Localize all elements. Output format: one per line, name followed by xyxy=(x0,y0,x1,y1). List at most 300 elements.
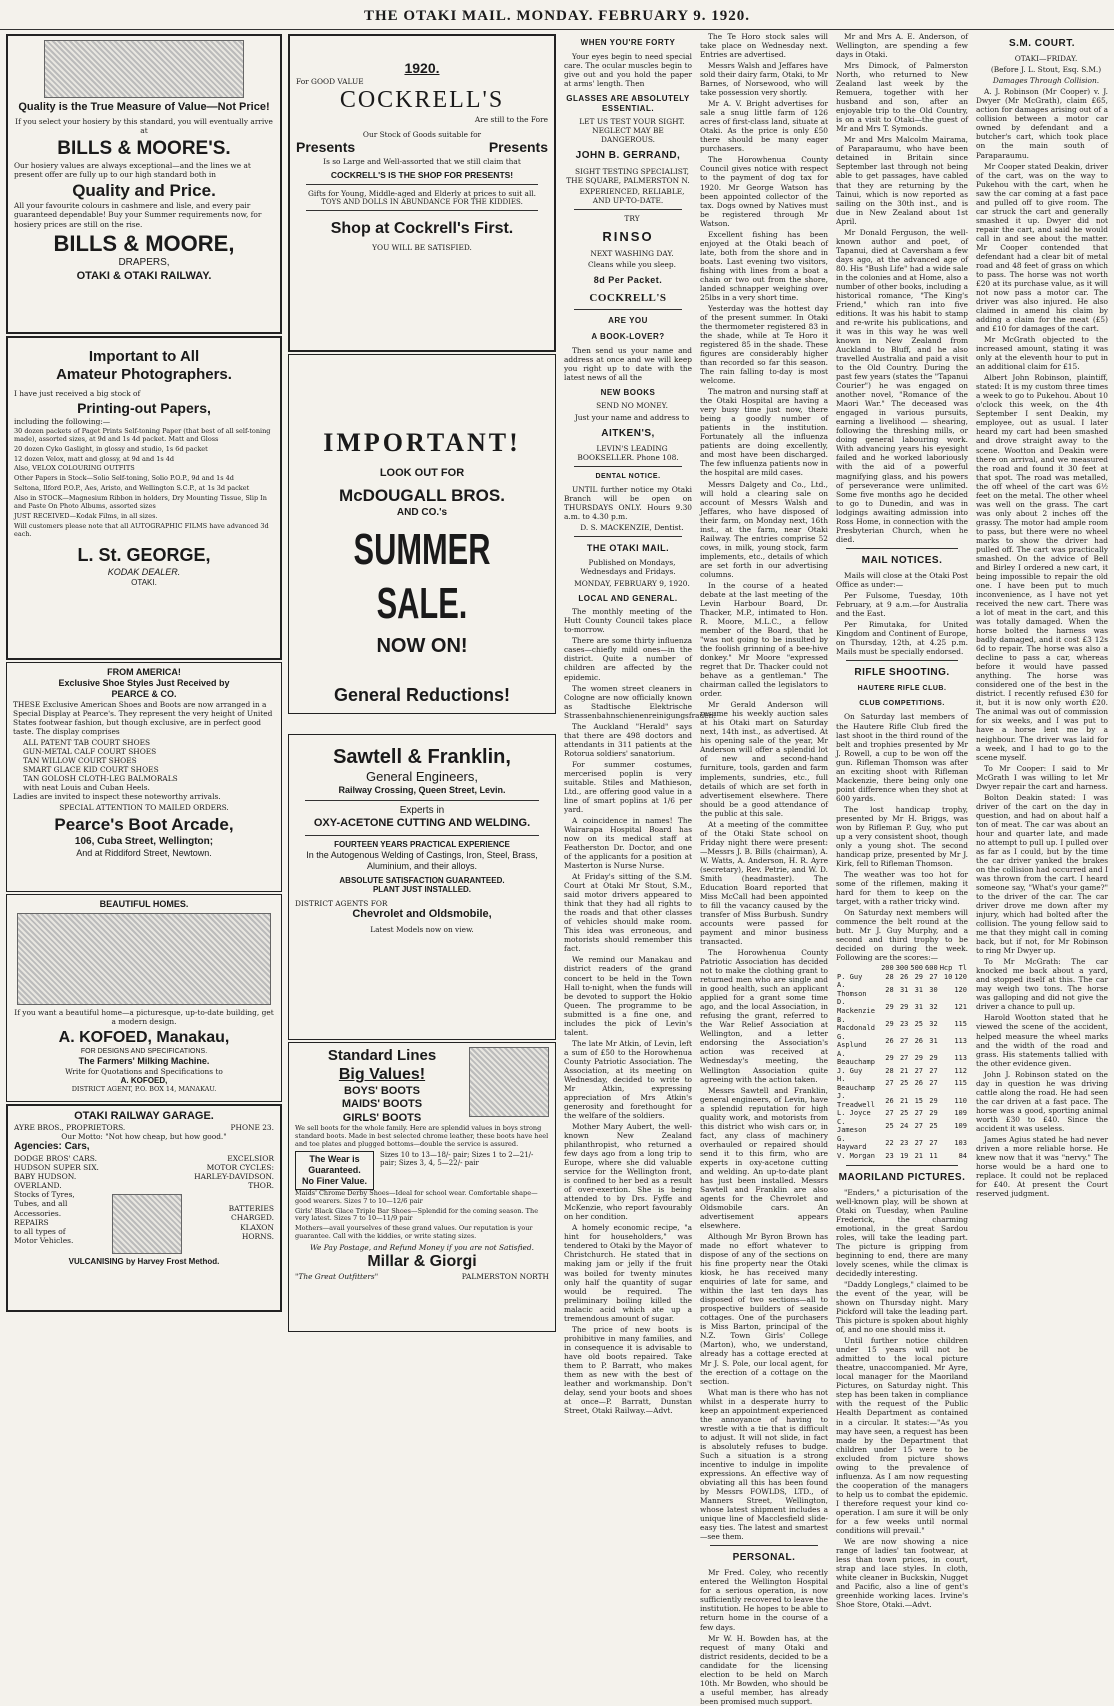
important-heading: IMPORTANT! xyxy=(323,428,521,457)
photo-heading-1: Important to All xyxy=(88,348,200,365)
cockrell-fore: Are still to the Fore xyxy=(474,115,548,125)
wear-box xyxy=(295,1151,374,1190)
score-cell: 110 xyxy=(954,1096,967,1105)
score-cell xyxy=(939,1135,954,1152)
quality-price: Quality and Price. xyxy=(72,180,216,200)
paragraph: The monthly meeting of the Hutt County Council takes place to-morrow. xyxy=(564,607,692,635)
score-cell: A. Beauchamp xyxy=(837,1049,875,1067)
sawtell-eng: General Engineers, xyxy=(365,769,478,785)
divider xyxy=(574,309,682,310)
look-out-for: LOOK OUT FOR xyxy=(379,466,465,479)
millar-top xyxy=(295,1047,549,1125)
score-cell xyxy=(939,1092,954,1109)
general-reductions: General Reductions! xyxy=(333,684,511,705)
local-general: LOCAL AND GENERAL. xyxy=(578,593,678,603)
millar-body: We sell boots for the whole family. Here are splendid values in boys strong standard boots. Made in best selected chrome leather, these boots have heel and toe plates and plugged bottoms—double the service is assured. xyxy=(295,1124,549,1148)
score-row xyxy=(836,981,968,998)
photo-line: Also in STOCK—Magnesium Ribbon in holders, Dry Mounting Tissue, Slip In and Paste On Photo Albums, assorted sizes xyxy=(14,494,267,511)
paragraph: The Auckland "Herald" says that there are 498 doctors and attendants in 311 patients at the Rotorua soldiers' sanatorium. xyxy=(564,721,692,758)
score-cell: 109 xyxy=(954,1122,967,1131)
paragraph: There are some thirty influenza cases—chiefly mild ones—in the district. Quite a number of children are affected by the epidemic. xyxy=(564,636,692,682)
paragraph: The lost handicap trophy, presented by Mr H. Briggs, was won by Rifleman P. Guy, who put up a very consistent shoot, though only a young shot. The second handicap prize, presented by Mr J. Kirk, fell to Rifleman Thomson. xyxy=(836,804,968,868)
pearce-list xyxy=(13,738,275,792)
score-cell: 31 xyxy=(914,985,924,994)
paragraph: Messrs Dalgety and Co., Ltd., will hold a clearing sale on account of Messrs Walsh and Jeffares, who have disposed of their farm, on Monday next, 16th inst., at the farm, near Otaki Railway. The entries comprise 52 cows, in milk, young stock, farm implements, etc., details of which are set forth in our advertising columns. xyxy=(700,479,828,579)
score-cell: 21 xyxy=(899,1066,909,1075)
score-cell: 27 xyxy=(929,1066,938,1075)
column-4 xyxy=(698,32,830,1706)
rifle-club: HAUTERE RIFLE CLUB. xyxy=(857,685,947,693)
score-row xyxy=(836,1092,968,1109)
paragraph: On Saturday next members will commence the belt round at the butt. Mr J. Guy Murphy, and a second and third trophy to be decided on during the week. Following are the scores:— xyxy=(836,908,968,963)
mcdougall-ad xyxy=(288,354,556,714)
millar-ad xyxy=(288,1042,556,1332)
pearce-item: GUN-METAL CALF COURT SHOES xyxy=(23,747,157,757)
forty-body: Your eyes begin to need special care. The ocular muscles begin to give out and you hold the paper at arms' length. Then xyxy=(564,51,692,88)
score-cell: 112 xyxy=(954,1066,967,1075)
score-cell xyxy=(939,998,954,1015)
score-cell: 25 xyxy=(899,1109,909,1118)
score-cell: 120 xyxy=(954,985,967,994)
score-cell xyxy=(939,1109,954,1118)
sawtell-oxy: OXY-ACETONE CUTTING AND WELDING. xyxy=(313,817,531,830)
garage-right-item: HORNS. xyxy=(241,1231,274,1241)
paragraph: The Horowhenua County Patriotic Association has decided not to make the clothing grant to returned men who are single and in good health, such an applicant applied for a grant some time ago, and the local Association, in refusing the grant, referred to the War Relief Association at Wellington, and a letter endorsing the Association's action was received at Wednesday's meeting, the Wellington Association quite agreeing with the action taken. xyxy=(700,948,828,1084)
score-table xyxy=(836,964,968,1160)
score-cell: 113 xyxy=(954,1036,967,1045)
paragraph: The women street cleaners in Cologne are now officially known as Stadtische Elektrische Strassenbahnschienenreinigungsfrauen! xyxy=(564,683,717,720)
kodak-dealer: KODAK DEALER. xyxy=(107,566,181,577)
column-3 xyxy=(562,32,717,1415)
score-cell: 27 xyxy=(899,1036,909,1045)
score-cell: 109 xyxy=(954,1109,967,1118)
score-header-cell: 200 xyxy=(881,964,894,973)
cockrell-gifts: Gifts for Young, Middle-aged and Elderly at prices to suit all. xyxy=(307,188,537,198)
st-george-town: OTAKI. xyxy=(131,577,157,587)
garage-right-item: CHARGED. xyxy=(231,1213,274,1223)
score-cell: 24 xyxy=(899,1122,909,1131)
divider xyxy=(305,835,539,836)
photo-heading-2: Amateur Photographers. xyxy=(56,366,232,384)
paper-title: THE OTAKI MAIL. xyxy=(586,543,670,554)
score-cell: 21 xyxy=(899,1096,909,1105)
sawtell-in: In the Autogenous Welding of Castings, Iron, Steel, Brass, Aluminium, and their alloys. xyxy=(306,849,538,871)
score-cell: 26 xyxy=(885,1036,894,1045)
damages-heading: Damages Through Collision. xyxy=(992,76,1100,86)
garage-left-item: REPAIRS xyxy=(14,1217,49,1227)
score-cell: 25 xyxy=(914,1019,924,1028)
score-row xyxy=(836,1118,968,1135)
dental-heading: DENTAL NOTICE. xyxy=(595,472,661,480)
kofoed-name: A. KOFOED, Manakau, xyxy=(58,1029,230,1047)
score-cell: 31 xyxy=(899,985,909,994)
garage-right-item: KLAXON xyxy=(240,1222,274,1232)
cockrell-toys: TOYS AND DOLLS IN ABUNDANCE FOR THE KIDDIES. xyxy=(321,197,523,206)
rinso: RINSO xyxy=(602,228,654,244)
pearce-h2: Exclusive Shoe Styles Just Received by xyxy=(58,677,230,688)
millar-headings xyxy=(295,1047,469,1125)
paragraph: Mr McGrath objected to the increased amount, stating it was only at the eleventh hour to put in an additional claim for £15. xyxy=(976,335,1108,372)
score-row xyxy=(836,1135,968,1152)
photo-line: Will customers please note that all AUTOGRAPHIC FILMS have advanced 3d each. xyxy=(14,521,269,538)
score-header-cell: 300 xyxy=(895,964,909,973)
millar-sizes: Sizes 10 to 13—18/- pair; Sizes 1 to 2—21/- pair; Sizes 3, 4, 5—22/- pair xyxy=(380,1150,534,1168)
boot-illustration xyxy=(469,1047,549,1117)
paragraph: A. J. Robinson (Mr Cooper) v. J. Dwyer (Mr McGrath), claim £65, action for damages arising out of a collision between a motor car owned by defendant and a butcher's cart, which took place on the main south of Paraparaumu. xyxy=(976,87,1108,160)
sawtell-plant: PLANT JUST INSTALLED. xyxy=(372,885,472,895)
paragraph: Excellent fishing has been enjoyed at the Otaki beach of late, both from the shore and in boats. Last evening two visitors, fishing with lines from a boat a chain or two out from the shore, landed schnapper weighing over 25lbs in a very short time. xyxy=(700,229,828,302)
score-cell: A. Thomson xyxy=(837,981,867,998)
boys-boots: BOYS' BOOTS xyxy=(344,1084,420,1097)
pearce-item: with neat Louis and Cuban Heels. xyxy=(23,783,150,793)
mail-notices-heading: MAIL NOTICES. xyxy=(861,554,943,566)
photo-line: Also, VELOX COLOURING OUTFITS xyxy=(14,464,135,473)
millar-guarantee xyxy=(295,1151,549,1190)
divider xyxy=(305,800,539,801)
dental-body: UNTIL further notice my Otaki Branch will be open on THURSDAYS ONLY. Hours 9.30 a.m. to 4.30 p.m. xyxy=(564,485,692,522)
score-header-cell: 500 xyxy=(910,964,924,973)
cockrell-first: Shop at Cockrell's First. xyxy=(330,220,514,238)
cockrell-name: COCKRELL'S xyxy=(339,87,505,114)
column-6 xyxy=(974,32,1110,1344)
st-george-name: L. St. GEORGE, xyxy=(77,544,211,565)
divider xyxy=(574,466,682,467)
garage-agencies: Agencies: Cars, xyxy=(14,1141,90,1153)
sawtell-name: Sawtell & Franklin, xyxy=(333,746,511,768)
aitken-sub: LEVIN'S LEADING BOOKSELLER. Phone 108. xyxy=(577,443,679,462)
paragraph: A coincidence in names! The Wairarapa Hospital Board has now on its medical staff at Featherston Dr. Doctor, and one of the applicants for a position at Masterton is Nurse Nurse. xyxy=(564,815,692,871)
score-cell: 25 xyxy=(885,1122,894,1131)
score-cell: 22 xyxy=(885,1139,894,1148)
score-cell: 29 xyxy=(929,1109,938,1118)
paragraph: For summer costumes, mercerised poplin is very suitable. Stiles and Mathieson, Ltd., are offering good value in a line of smart poplins at 1/6 per yard. xyxy=(564,759,692,814)
kofoed-machine: The Farmers' Milking Machine. xyxy=(78,1056,210,1067)
paragraph: Mr A. V. Bright advertises for sale a snug little farm of 126 acres of first-class land, situate at Otaki. As the price is only £50 there should be many eager purchasers. xyxy=(700,99,828,154)
score-cell: V. Morgan xyxy=(837,1152,875,1160)
score-cell: 26 xyxy=(885,1096,894,1105)
score-cell: 19 xyxy=(899,1152,909,1160)
paragraph: On Saturday last members of the Hautere Rifle Club fired the last shoot in the third round of the belt and trophies presented by Mr J. Rowell, a cup to be won off the gun. Rifleman Thomson was after an exciting shoot with Rifleman Mackenzie, there being only one point difference when they shot at 600 yards. xyxy=(836,712,968,803)
garage-right-item: MOTOR CYCLES: xyxy=(206,1162,274,1172)
issue-date: MONDAY, FEBRUARY 9, 1920. xyxy=(574,578,690,588)
score-cell: 120 xyxy=(954,972,967,981)
gerrand-name: JOHN B. GERRAND, xyxy=(575,150,681,162)
cleans: Cleans while you sleep. xyxy=(588,259,676,269)
dentist: D. S. MACKENZIE, Dentist. xyxy=(580,523,684,533)
garage-left-item: OVERLAND. xyxy=(14,1181,62,1191)
pearce-name: Pearce's Boot Arcade, xyxy=(54,815,234,835)
score-cell: 25 xyxy=(929,1122,938,1131)
paragraph: The matron and nursing staff at the Otaki Hospital are having a very busy time just now, there being a goodly number of patients in the institution. Fortunately all the influenza patients are doing excellently, and most have been discharged. The few influenza patients now in the hospital are mild cases. xyxy=(700,387,828,478)
score-cell: 27 xyxy=(929,1139,938,1148)
paragraph: "Enders," a picturisation of the well-known play, will be shown at Otaki on Tuesday, when Pauline Frederick, the charming emotional, in the great Sardou roles, will take the leading part. The picture is gripping from beginning to end, there are many lovely scenes, while the climax is decidedly interesting. xyxy=(836,1187,968,1278)
summer-sale: SUMMER SALE. xyxy=(353,525,491,628)
paragraph: Mr W. H. Bowden has, at the request of many Otaki and district residents, decided to be a candidate for the licensing election to be held on March 10th. Mr Bowden, who should be a useful member, has already been promised much support. xyxy=(700,1633,828,1706)
paragraph: Messrs Sawtell and Franklin, general engineers, of Levin, have a splendid reputation for high quality work, and motorists from this district who wish cars or, in fact, any class of machinery overhauled or repaired should send it to this firm, who are experts in oxy-acetone cutting and welding. An up-to-date plant has just been installed. Messrs Sawtell and Franklin are also agents for the Chevrolet and Oldsmobile cars. An advertisement appears elsewhere. xyxy=(700,1085,828,1231)
score-cell: 23 xyxy=(899,1019,909,1028)
score-cell: 28 xyxy=(885,985,894,994)
photo-intro: I have just received a big stock of xyxy=(14,388,141,398)
photo-line: Other Papers in Stock—Solio Self-toning, Solio P.O.P., 9d and 1s 4d xyxy=(14,474,234,483)
score-cell: C. Jameson xyxy=(837,1117,867,1135)
are-you: ARE YOU xyxy=(608,316,648,326)
garage-lists xyxy=(14,1154,274,1254)
now-on: NOW ON! xyxy=(376,635,468,658)
pearce-h3: PEARCE & CO. xyxy=(111,688,177,699)
rinso-cockrells: COCKRELL'S xyxy=(589,291,667,304)
garage-prop: AYRE BROS., PROPRIETORS. xyxy=(14,1123,126,1133)
book-lover: A BOOK-LOVER? xyxy=(591,331,665,341)
mcdougall-name: McDOUGALL BROS. xyxy=(339,486,505,506)
score-cell: 84 xyxy=(958,1152,967,1160)
garage-heading: OTAKI RAILWAY GARAGE. xyxy=(74,1110,214,1122)
pearce-addr1: 106, Cuba Street, Wellington; xyxy=(74,836,214,848)
paragraph: Mr Cooper stated Deakin, driver of the cart, was on the way to Pukehou with the cart, when he saw the car coming at a fast pace and pulled off to give room. The car struck the cart and generally smashed it up. Dwyer did not repair the cart, and said he would call in and see about the matter. Mr Cooper contended that defendant had a clear bit of metal road and 48 feet of grass on which to pass. The horse was not worth £20 at its purchase value, as it will not now pass a motor car. The driver was also injured. He also claimed in amend his claim by adding a claim for the meat (£5) and £10 for damages of the cart. xyxy=(976,161,1108,334)
score-body xyxy=(836,973,968,1161)
score-cell: 115 xyxy=(954,1079,967,1088)
bills-address: OTAKI & OTAKI RAILWAY. xyxy=(76,269,212,282)
pearce-addr2: And at Riddiford Street, Newtown. xyxy=(76,848,212,859)
garage-motto: Our Motto: "Not how cheap, but how good." xyxy=(61,1132,227,1142)
paragraph: We are now showing a nice range of ladies' tan footwear, at less than town prices, in court, strap and lace styles. In cloth, white cleaner in Buckskin, Nugget and Pacific, also a line of gent's greenhide working laces. Irvine's Shoe Store, Otaki.—Advt. xyxy=(836,1536,968,1610)
paragraph: Mr and Mrs A. E. Anderson, of Wellington, are spending a few days in Otaki. xyxy=(836,32,968,60)
score-cell: G. Asplund xyxy=(837,1032,867,1050)
gerrand-exp: EXPERIENCED, RELIABLE, AND UP-TO-DATE. xyxy=(579,186,685,205)
score-row xyxy=(836,1109,968,1118)
photo-heading-3: Printing-out Papers, xyxy=(77,399,211,416)
score-cell: 27 xyxy=(885,1109,894,1118)
score-cell: 31 xyxy=(929,1036,938,1045)
garage-left-item: DODGE BROS' CARS. xyxy=(14,1153,97,1163)
garage-left-item: BABY HUDSON. xyxy=(14,1171,77,1181)
paragraph: John J. Robinson stated on the day in question he was driving cattle along the road. He had seen the car driven at a fast pace. The horse was a good, sporting animal worth £30 to £40. Since the accident it was useless. xyxy=(976,1069,1108,1133)
cockrell-large: Is so Large and Well-assorted that we still claim that xyxy=(323,156,521,166)
score-cell: 29 xyxy=(914,972,924,981)
garage-vulc: VULCANISING by Harvey Frost Method. xyxy=(68,1256,220,1266)
photo-line: 20 dozen Cyko Gaslight, in glossy and studio, 1s 6d packet xyxy=(14,444,208,453)
pearce-special: SPECIAL ATTENTION TO MAILED ORDERS. xyxy=(59,803,229,813)
paragraph: A homely economic recipe, "a hint for householders," was tendered to Otaki by the Mayor of Christchurch. He stated that in making jam or jelly if the fruit was boiled for twenty minutes only half the quantity of sugar would be required. The preliminary boiling killed the malacic acid which ate up a tremendous amount of sugar. xyxy=(564,1223,692,1323)
score-cell: 27 xyxy=(929,972,938,981)
score-row xyxy=(836,1152,968,1161)
divider xyxy=(846,1165,958,1166)
score-cell: 115 xyxy=(954,1019,967,1028)
score-cell: 29 xyxy=(929,1053,938,1062)
bills-body-2: All your favourite colours in cashmere and lisle, and every pair guaranteed dependable! Buy your Summer requirements now, for hosiery prices are still on the rise. xyxy=(14,201,262,229)
cockrell-satisfied: YOU WILL BE SATISFIED. xyxy=(372,242,472,252)
millar-name: Millar & Giorgi xyxy=(367,1253,477,1271)
paragraph: Messrs Walsh and Jeffares have sold their dairy farm, Otaki, to Mr Barnes, of Norsewood, who will take possession very shortly. xyxy=(700,61,828,98)
score-header-cell xyxy=(836,964,880,973)
score-cell: 27 xyxy=(914,1139,924,1148)
score-cell: 27 xyxy=(899,1053,909,1062)
before-stout: (Before J. L. Stout, Esq. S.M.) xyxy=(990,65,1102,75)
paragraph: At a meeting of the committee of the Otaki State school on Friday night there were present:—Messrs J. B. Bills (chairman), A. W. Watts, A. Anderson, H. R. Ayre (secretary), Rev. Petrie, and W. D. Smith (headmaster). The Education Board reported that Miss McCall had been appointed to fill the vacancy caused by the transfer of Miss Burbush. Sundry accounts were passed for payment and minor business transacted. xyxy=(700,819,828,947)
score-cell: 26 xyxy=(914,1036,924,1045)
stockings-illustration xyxy=(44,40,244,98)
sawtell-abs: ABSOLUTE SATISFACTION GUARANTEED. xyxy=(339,875,505,885)
garage-left-item: to all types of xyxy=(14,1226,66,1236)
score-cell: 31 xyxy=(914,1002,924,1011)
score-cell: 23 xyxy=(899,1139,909,1148)
divider xyxy=(846,548,958,549)
paragraph: In the course of a heated debate at the last meeting of the Levin Harbour Board, Dr. Thacker, M.P., intimated to Hon. R. Moore, M.L.C., a fellow member of the Board, that he "was not going to be insulted by the foolish grinning of a bee-hive donkey." Mr Moore "expressed regret that Dr. Thacker could not behave as a gentleman." The chairman called the legislators to order. xyxy=(700,580,828,699)
paragraph: The weather was too hot for some of the riflemen, making it hard for them to keep on the target, with a rather tricky wind. xyxy=(836,870,968,907)
paragraph: The Horowhenua County Council gives notice with respect to the payment of dog tax for 1920. Mr George Watson has been appointed collector of the tax. Dogs owned by Natives must be registered through Mr Watson. xyxy=(700,155,828,228)
sawtell-ad xyxy=(288,734,556,1040)
just-name: Just your name and address to xyxy=(574,412,690,422)
cockrell-good: For GOOD VALUE xyxy=(296,77,364,87)
bills-body: Our hosiery values are always exceptional—and the lines we at present offer are fully up to our high standard both in xyxy=(14,160,251,179)
sawtell-latest: Latest Models now on view. xyxy=(370,925,474,935)
score-cell: 29 xyxy=(914,1053,924,1062)
presents-right: Presents xyxy=(488,139,548,156)
score-cell: 30 xyxy=(929,985,938,994)
millar-girls: Girls' Black Glace Triple Bar Shoes—Splendid for the coming season. The very latest. Sizes 7 to 10—11/9 pair xyxy=(295,1206,539,1223)
paragraph: Mother Mary Aubert, the well-known New Zealand philanthropist, who returned a few days ago from a long trip to Europe, where she did valuable service for the Wellington front, is confined to her bed as a result of over-exertion. She is being attended to by Drs. Fyffe and McKenzie, who report favourably on her condition. xyxy=(564,1122,692,1222)
garage-ad xyxy=(6,1104,282,1312)
photography-ad xyxy=(6,336,282,660)
standard-lines: Standard Lines xyxy=(327,1047,437,1064)
girls-boots: GIRLS' BOOTS xyxy=(342,1111,422,1124)
score-row xyxy=(836,1075,968,1092)
paragraph: The price of new boots is prohibitive in many families, and in consequence it is advisable to have old boots repaired. Take them to P. Barratt, who makes them as new with the best of leather and workmanship. Don't delay, send your boots and shoes at once—P. Barratt, Dunstan Street, Otaki Railway.—Advt. xyxy=(564,1324,692,1415)
divider xyxy=(846,660,958,661)
score-cell xyxy=(939,1118,954,1135)
millar-mothers: Mothers—avail yourselves of these grand values. Our reputation is your guarantee. Call with the kiddies, or write stating sizes. xyxy=(295,1224,533,1241)
book-body: Then send us your name and address at once and we will keep you right up to date with the latest news of all the xyxy=(564,345,692,382)
paragraph: Mr Fred. Coley, who recently entered the Wellington Hospital for a serious operation, is now sufficiently recovered to leave the institution. He hopes to be able to return home in the course of a few days. xyxy=(700,1568,828,1632)
paragraph: We remind our Manakau and district readers of the grand concert to be held in the Town Hall to-night, when the funds will be devoted to support the Hokio Queen. The programme to be submitted is a fine one, and includes the pick of Levin's talent. xyxy=(564,955,692,1037)
pearce-ladies: Ladies are invited to inspect these noteworthy arrivals. xyxy=(13,792,221,802)
millar-foot xyxy=(295,1272,549,1281)
column-5 xyxy=(834,32,970,1610)
garage-left-item: Tubes, and all xyxy=(14,1199,68,1209)
mcdougall-co: AND CO.'s xyxy=(396,506,448,518)
garage-right-item: THOR. xyxy=(248,1181,274,1191)
photo-line: 30 dozen packets of Paget Prints Self-toning Paper (that best of all self-toning made), assorted sizes, at 9d and 1s 4d packet. Matt and Gloss xyxy=(14,426,271,443)
score-cell: H. Beauchamp xyxy=(837,1075,875,1092)
score-cell: 26 xyxy=(914,1079,924,1088)
photo-line: Seltona, Ilford P.O.P., Aes, Aristo, and Wellington S.C.P., at 1s 3d packet xyxy=(14,484,250,493)
paragraph: Mr Donald Ferguson, the well-known author and poet, of Tapanui, died at Caversham a few days ago, at the advanced age of 80. His "Bush Life" had a wide sale in the colonies and at Home, also a number of other books, including a historical romance, "The King's Friend," which ran into five editions. It was his habit to stamp and re-write his publications, and it was in this way he was well known in New Zealand from Auckland to Bluff, and he also travelled Australia and paid a visit to the Old Country. During the past few years (states the "Tapanui Courier") he was engaged on another novel, "Romance of the Maori War." The deceased was engaged in various pursuits, earning a livelihood — shearing, following the threshing mills, or doing general labouring work. With advancing years his eyesight failed and he worked laboriously with the aid of a powerful magnifying glass, and his powers of perseverance were unlimited. Some five months ago he decided to go to Dunedin, and was in lodgings awaiting admission into Ross Home, in connection with the Presbyterian Church, when he died. xyxy=(836,227,968,544)
pearce-item: SMART GLACE KID COURT SHOES xyxy=(23,765,159,775)
score-row xyxy=(836,1067,968,1076)
paragraph: Harold Wootton stated that he viewed the scene of the accident, helped measure the wheel marks and the width of the road and grass. His statements tallied with the other evidence given. xyxy=(976,1013,1108,1068)
photo-line: 12 dozen Velox, matt and glossy, at 9d and 1s 4d xyxy=(14,454,175,463)
column-2 xyxy=(288,32,556,1344)
score-cell: G. Hayward xyxy=(837,1134,867,1152)
divider xyxy=(306,210,538,211)
score-cell: 27 xyxy=(929,1079,938,1088)
kofoed-ad xyxy=(6,894,282,1102)
published: Published on Mondays, Wednesdays and Fridays. xyxy=(580,558,676,577)
paragraph: Until further notice children under 15 years will not be admitted to the local picture theatre, unaccompanied. Mr Ayre, local manager for the Maoriland Pictures, on Saturday night. This step has been taken in compliance with the request of the Public Health Department as contained in a circular. It states:—"As you may have seen, a request has been made by the Department that children under 15 were to be excluded from picture shows owing to the prevalence of influenza. As I am now requesting the cooperation of the managers to help us to combat the epidemic. I therefore request your kind co-operation. I am sure it will be only for a few weeks until normal conditions will prevail." xyxy=(836,1336,968,1535)
kofoed-write: Write for Quotations and Specifications to xyxy=(65,1067,223,1077)
score-header-cell: Tl xyxy=(958,964,967,973)
score-cell xyxy=(939,981,954,998)
masthead: THE OTAKI MAIL. MONDAY. FEBRUARY 9. 1920. xyxy=(0,0,1114,30)
wear-2: Guaranteed. xyxy=(308,1164,361,1175)
paragraph: Mrs Dimock, of Palmerston North, who returned to New Zealand last week by the Remuera, together with her husband and son, after an enjoyable trip to the Old Country, is on a visit to Otaki—the guest of Mr and Mrs T. Symonds. xyxy=(836,61,968,134)
pearce-item: TAN WILLOW COURT SHOES xyxy=(23,756,137,766)
divider xyxy=(710,1545,818,1546)
bills-moore-ad xyxy=(6,34,282,334)
sawtell-addr: Railway Crossing, Queen Street, Levin. xyxy=(338,785,506,796)
score-cell: 11 xyxy=(929,1152,938,1160)
next-washing: NEXT WASHING DAY. xyxy=(590,248,674,258)
score-cell xyxy=(939,1075,954,1092)
pearce-ad xyxy=(6,662,282,892)
bills-drapers: DRAPERS, xyxy=(118,257,170,269)
kofoed-sub: FOR DESIGNS AND SPECIFICATIONS. xyxy=(80,1047,208,1055)
paragraph: The Te Horo stock sales will take place on Wednesday next. Entries are advertised. xyxy=(700,32,828,60)
paragraph: Although Mr Byron Brown has made no effort whatever to dispose of any of the sections on his fine property near the Otaki kiosk, he has received many enquiries of late for same, and within the last ten days has disposed of two sections—all to prospective builders of seaside cottages. One of the purchasers is Miss Barton, principal of the N.Z. Town Girls' College (Marton), who, we understand, already has a cottage erected at Mr J. S. Pole, our local agent, for the erection of a cottage on the section. xyxy=(700,1232,828,1386)
score-cell: D. Mackenzie xyxy=(837,998,875,1015)
cockrell-stock: Our Stock of Goods suitable for xyxy=(362,130,482,140)
paragraph: To Mr Cooper: I said to Mr McGrath I was willing to let Mr Dwyer repair the cart and harness. xyxy=(976,763,1108,791)
score-cell xyxy=(939,1016,954,1033)
score-cell: 29 xyxy=(885,1002,894,1011)
divider xyxy=(574,536,682,537)
rifle-heading: RIFLE SHOOTING. xyxy=(854,667,950,679)
paragraph: To Mr McGrath: The car knocked me back about a yard, and stopped itself at this. The car may weigh two tons. The horse was galloping and did not give the driver a chance to pull up. xyxy=(976,957,1108,1012)
garage-left-item: Accessories. xyxy=(14,1208,62,1218)
kofoed-intro: If you want a beautiful home—a picturesque, up-to-date building, get a modern design. xyxy=(14,1007,274,1026)
photo-incl: including the following:— xyxy=(14,416,111,426)
score-cell: 28 xyxy=(885,1066,894,1075)
millar-outfitters: "The Great Outfitters" xyxy=(295,1271,379,1281)
cockrell-ad xyxy=(288,34,556,352)
millar-maids: Maids' Chrome Derby Shoes—Ideal for school wear. Comfortable shape—good wearers. Sizes 7 to 10—12/6 pair xyxy=(295,1188,538,1205)
garage-right-item: BATTERIES xyxy=(228,1204,274,1214)
column-1 xyxy=(6,32,282,1344)
sawtell-years: FOURTEEN YEARS PRACTICAL EXPERIENCE xyxy=(334,839,510,849)
score-cell: 25 xyxy=(899,1079,909,1088)
personal-heading: PERSONAL. xyxy=(732,1552,796,1564)
score-cell xyxy=(939,1067,954,1076)
garage-left-item: Stocks of Tyres, xyxy=(14,1190,75,1200)
score-cell: P. Guy xyxy=(837,972,863,981)
rinso-price: 8d Per Packet. xyxy=(593,274,663,285)
try: TRY xyxy=(624,213,640,223)
bills-intro: If you select your hosiery by this standard, you will eventually arrive at xyxy=(15,117,273,136)
score-header xyxy=(836,964,968,973)
bills-slogan: Quality is the True Measure of Value—Not Price! xyxy=(18,101,270,113)
paragraph: At Friday's sitting of the S.M. Court at Otaki Mr Stout, S.M., said motor drivers appeared to think that they had all rights to the roads and that other classes of vehicles should make room. This idea was erroneous, and motorists should remember this fact. xyxy=(564,872,692,954)
sawtell-agents: DISTRICT AGENTS FOR xyxy=(295,899,388,908)
garage-right-item: HARLEY-DAVIDSON. xyxy=(194,1171,274,1181)
sm-court-heading: S.M. COURT. xyxy=(1008,38,1076,49)
score-cell: 28 xyxy=(885,972,894,981)
garage-left xyxy=(14,1154,99,1254)
score-cell: 23 xyxy=(885,1152,894,1160)
score-cell: 21 xyxy=(914,1152,924,1160)
score-cell: 29 xyxy=(885,1053,894,1062)
pearce-body: THESE Exclusive American Shoes and Boots are now arranged in a Special Display at Pearce's. They represent the very height of United States footwear fashion, but though exclusive, are in perfect good taste. The display comprises xyxy=(13,699,273,736)
score-cell: 27 xyxy=(885,1079,894,1088)
score-row xyxy=(836,1050,968,1067)
garage-right xyxy=(194,1154,274,1254)
paragraph: Mr and Mrs Malcolm Mairama, of Paraparaumu, who have been detained in Britain since September last through not being able to get passages, have cabled that they are returning by the Tainui, which is now reported as sailing on the 30th inst., and is due in New Zealand about 1st April. xyxy=(836,135,968,226)
paragraph: "Daddy Longlegs," claimed to be the event of the year, will be shown on Thursday night. Mary Pickford will take the leading part. This picture is spoken about highly of, and no one should miss it. xyxy=(836,1280,968,1335)
paragraph: Per Rimutaka, for United Kingdom and Continent of Europe, on Thursday, 12th, at 4.25 p.m. Mails must be specially endorsed. xyxy=(836,620,968,657)
photo-line: JUST RECEIVED—Kodak Films, in all sizes. xyxy=(14,512,158,521)
aitken-name: AITKEN'S, xyxy=(601,427,655,439)
score-cell: 29 xyxy=(899,1002,909,1011)
presents-left: Presents xyxy=(296,139,356,156)
pearce-h1: FROM AMERICA! xyxy=(107,667,181,677)
